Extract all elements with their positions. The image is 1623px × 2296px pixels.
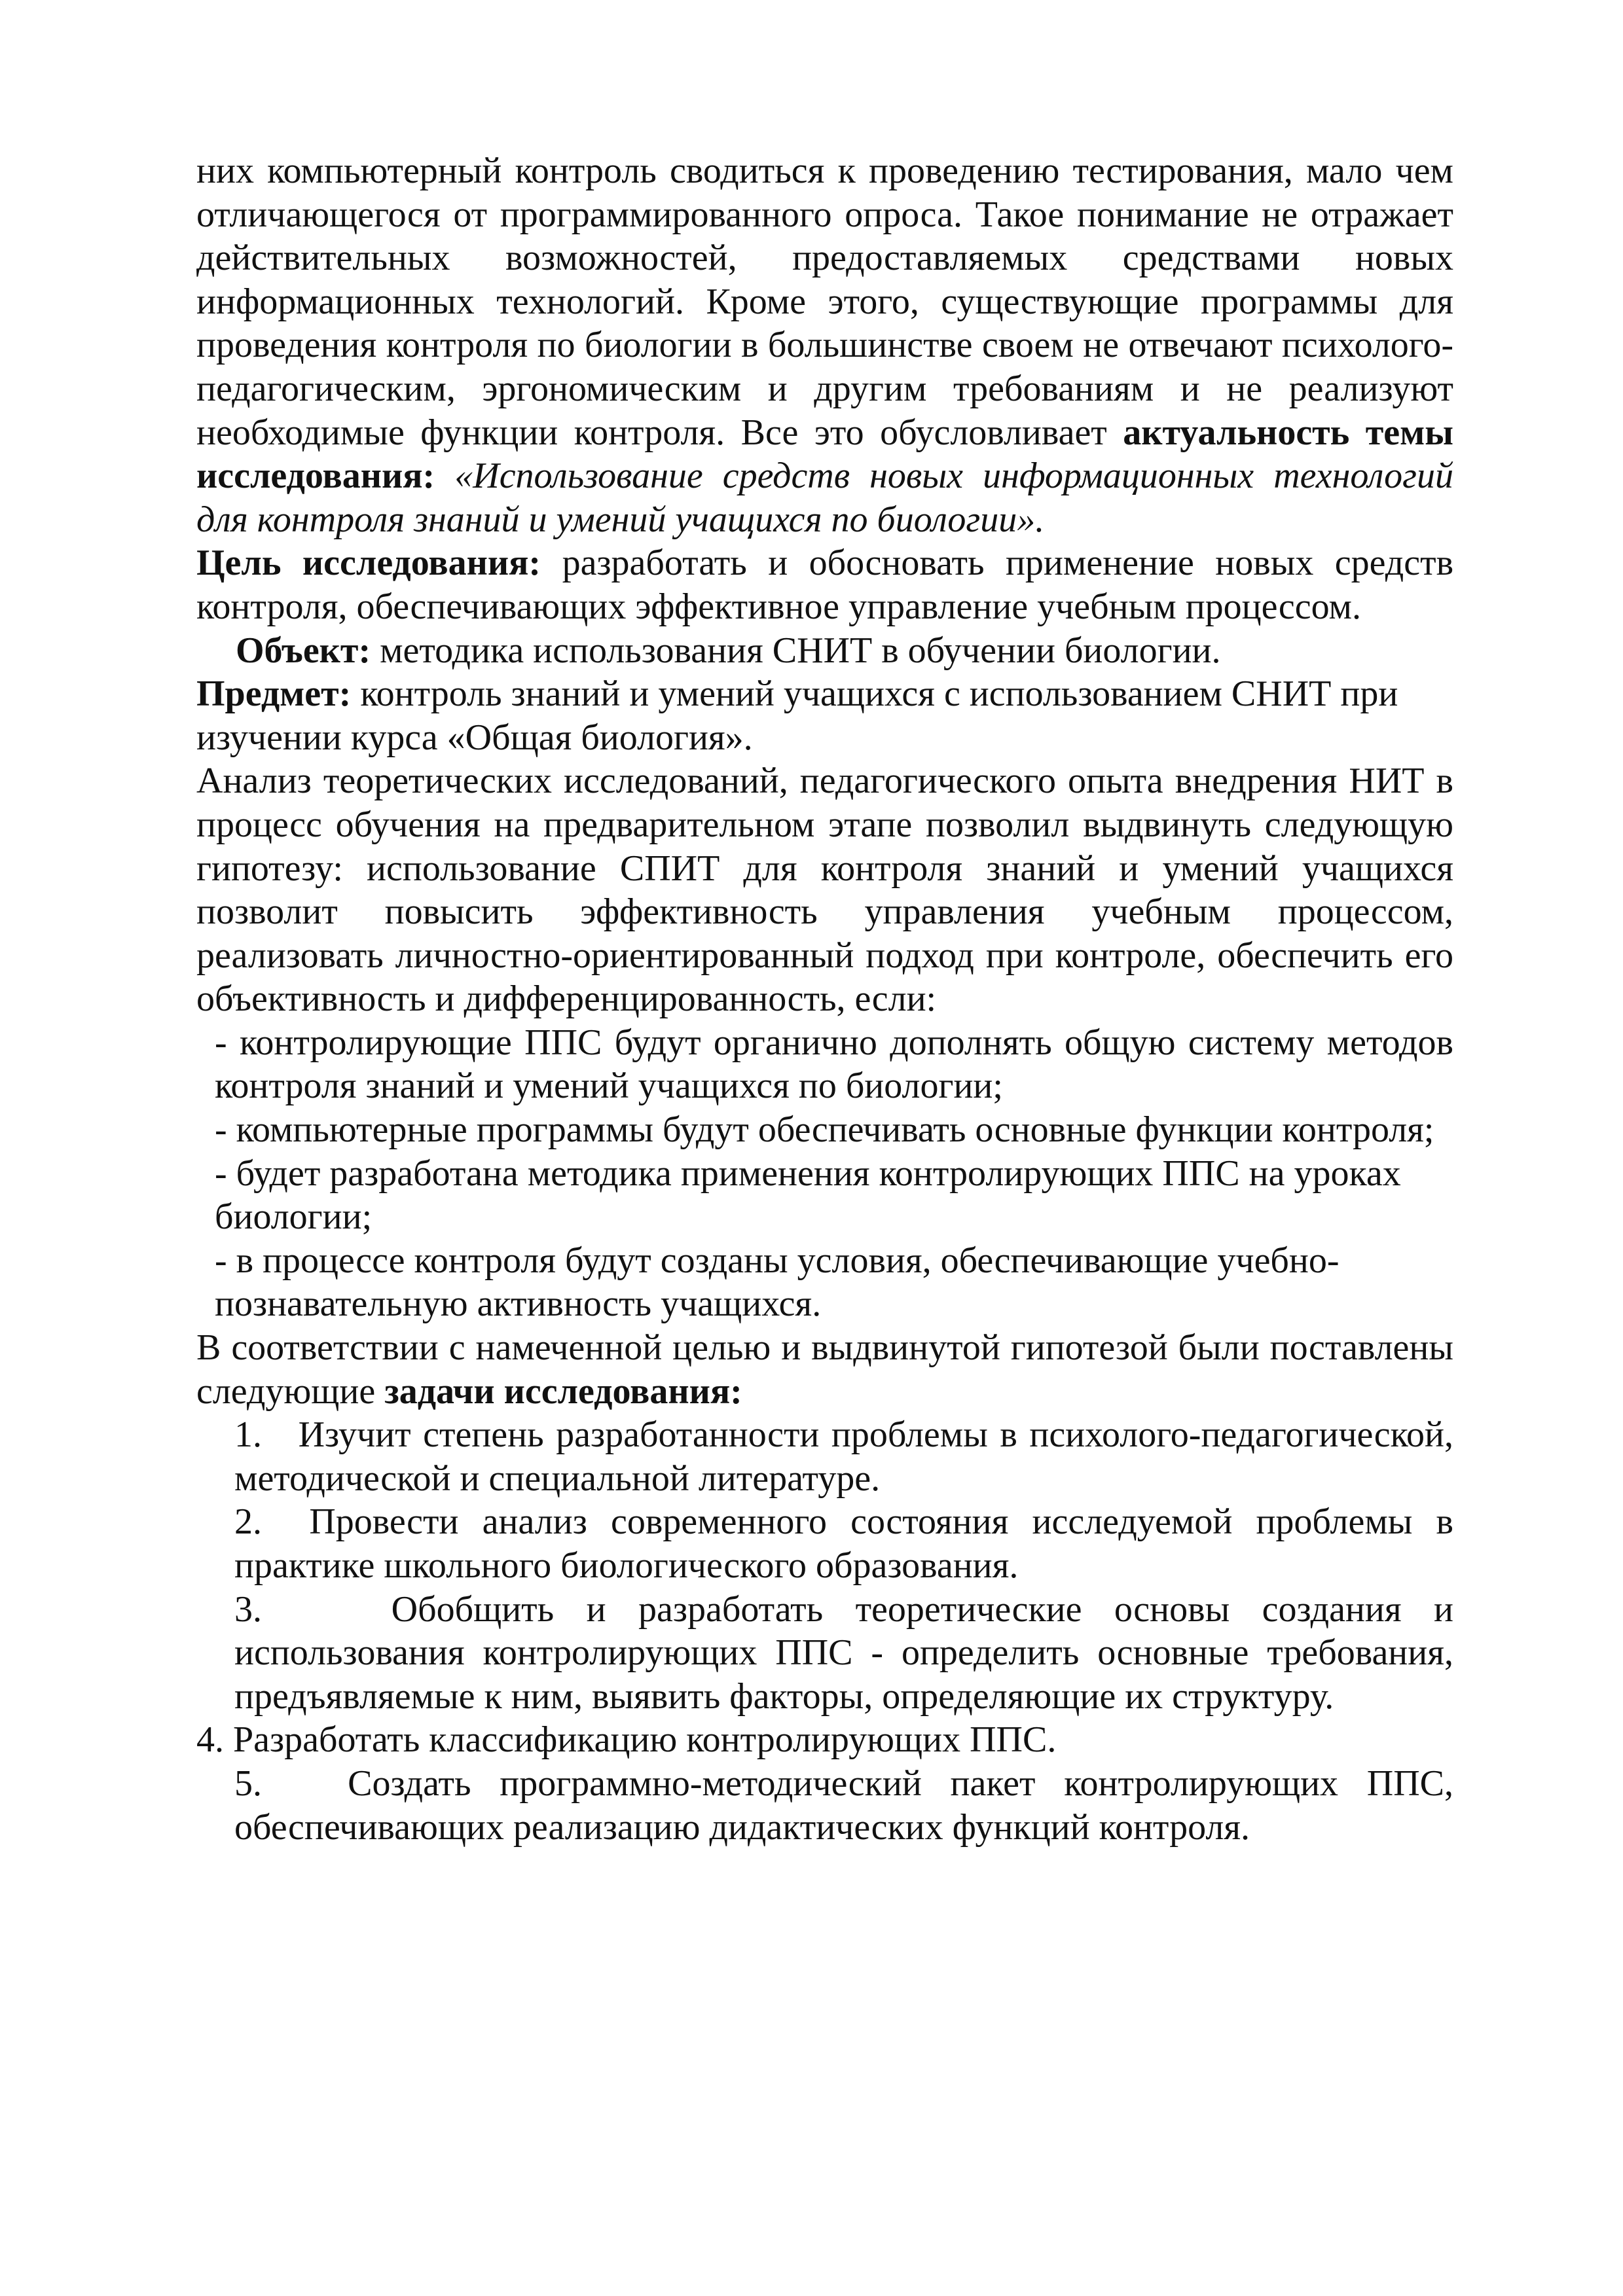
hypothesis-paragraph: Анализ теоретических исследований, педагогического опыта внедрения НИТ в процесс обучения на предварительном этапе позволил выдвинуть следующую гипотезу: использование СПИТ для контроля знаний и умений учащихся позволит повысить эффективность управления учебным процессом, реализовать личностно-ориентированный подход при контроле, обеспечить его объективность и дифференцированность, если: — [196, 761, 1453, 1020]
goal-paragraph — [196, 541, 1453, 628]
list-item: 4. Разработать классификацию контролирующих ППС. — [196, 1719, 1057, 1761]
tasks-paragraph — [196, 1326, 1453, 1413]
document-page — [196, 149, 1453, 1849]
tasks-intro: В соответствии с намеченной целью и выдвинутой гипотезой были поставлены следующие — [196, 1327, 1453, 1412]
subject-paragraph — [196, 672, 1453, 759]
intro-paragraph — [196, 149, 1453, 541]
relevance-topic: «Использование средств новых информационных технологий для контроля знаний и умений учащихся по биологии». — [196, 456, 1453, 540]
list-item: - контролирующие ППС будут органично дополнять общую систему методов контроля знаний и умений учащихся по биологии; — [215, 1022, 1453, 1107]
list-item: 3. Обобщить и разработать теоретические основы создания и использования контролирующих ППС - определить основные требования, предъявляемые к ним, выявить факторы, определяющие их структуру. — [234, 1588, 1453, 1717]
tasks-label: задачи исследования: — [384, 1371, 742, 1412]
hypothesis-conditions-list — [196, 1021, 1453, 1326]
subject-label: Предмет: — [196, 673, 352, 715]
goal-text: разработать и обосновать применение новых средств контроля, обеспечивающих эффективное управление учебным процессом. — [196, 543, 1454, 627]
list-item: 2. Провести анализ современного состояния исследуемой проблемы в практике школьного биологического образования. — [234, 1501, 1453, 1586]
list-item: 1. Изучит степень разработанности проблемы в психолого-педагогической, методической и специальной литературе. — [234, 1414, 1453, 1499]
intro-text: них компьютерный контроль сводиться к проведению тестирования, мало чем отличающегося от программированного опроса. Такое понимание не отражает действительных возможностей, предоставляемых средствами новых информационных технологий. Кроме этого, существующие программы для проведения контроля по биологии в большинстве своем не отвечают психолого-педагогическим, эргономическим и другим требованиям и не реализуют необходимые функции контроля. Все это обусловливает — [196, 151, 1453, 453]
object-label: Объект: — [236, 630, 371, 671]
object-paragraph — [196, 629, 1453, 673]
subject-text: контроль знаний и умений учащихся с использованием СНИТ при изучении курса «Общая биология». — [196, 673, 1398, 758]
relevance-label: актуальность темы исследования: — [196, 412, 1453, 497]
tasks-list — [196, 1413, 1453, 1849]
list-item: - в процессе контроля будут созданы условия, обеспечивающие учебно-познавательную активность учащихся. — [215, 1240, 1340, 1325]
list-item: 5. Создать программно-методический пакет контролирующих ППС, обеспечивающих реализацию дидактических функций контроля. — [234, 1763, 1453, 1848]
list-item: - компьютерные программы будут обеспечивать основные функции контроля; — [215, 1109, 1434, 1151]
goal-label: Цель исследования: — [196, 543, 541, 584]
object-text: методика использования СНИТ в обучении биологии. — [380, 630, 1221, 671]
list-item: - будет разработана методика применения контролирующих ППС на уроках биологии; — [215, 1153, 1401, 1238]
